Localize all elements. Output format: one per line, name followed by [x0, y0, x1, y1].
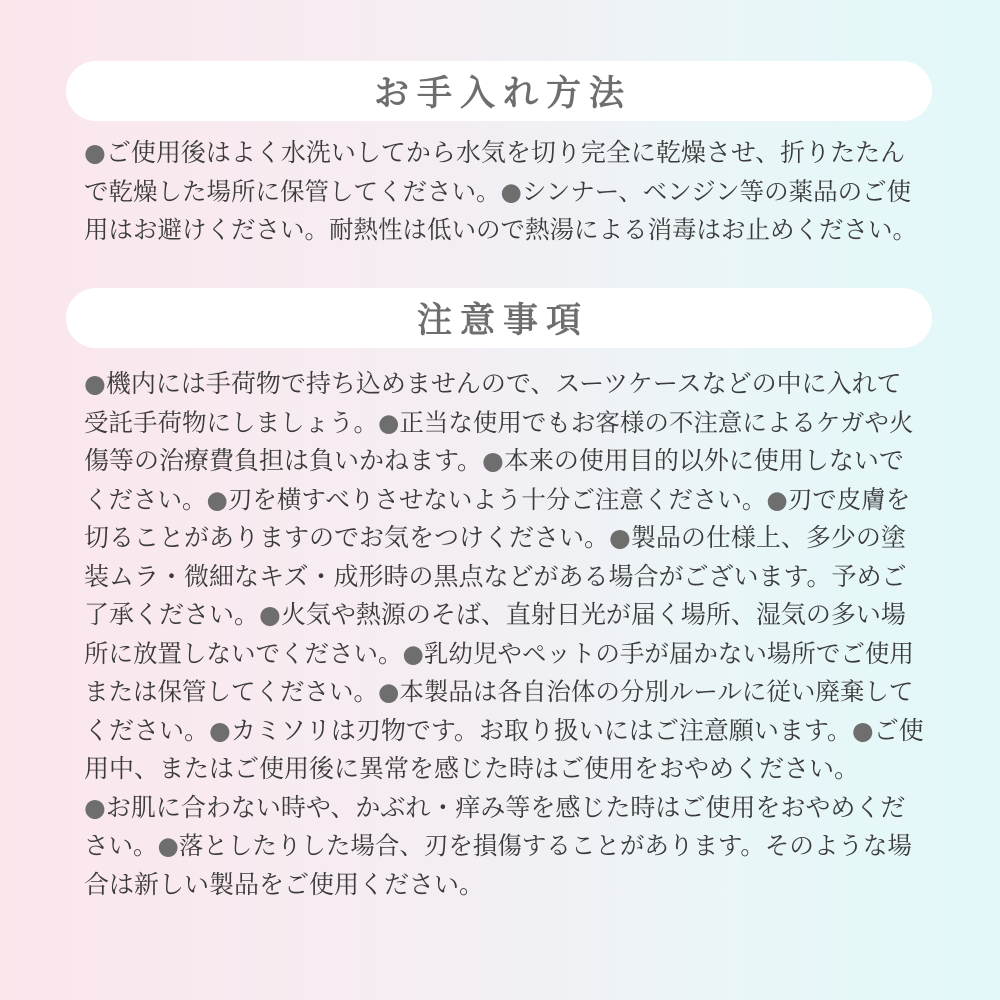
bullet-mark: ●	[209, 715, 231, 745]
care-text-line: ●ご使用後はよく水洗いしてから水気を切り完全に乾燥させ、折りたたん	[84, 138, 906, 167]
cautions-text-line: ●お肌に合わない時や、かぶれ・痒み等を感じた時はご使用をおやめくだ	[84, 792, 906, 822]
bullet-mark: ●	[259, 600, 281, 629]
bullet-mark: ●	[84, 369, 106, 398]
bullet-mark: ●	[378, 677, 400, 706]
cautions-text-line: 用中、またはご使用後に異常を感じた時はご使用をおやめください。	[84, 754, 860, 783]
cautions-text-line: または保管してください。●本製品は各自治体の分別ルールに従い廃棄して	[84, 677, 914, 706]
care-section-title: お手入れ方法	[373, 74, 632, 114]
bullet-mark: ●	[482, 446, 504, 475]
care-text-line: で乾燥した場所に保管してください。●シンナー、ベンジン等の薬品のご使	[84, 176, 912, 206]
bullet-mark: ●	[851, 715, 874, 745]
cautions-text-line: 装ムラ・微細なキズ・成形時の黒点などがある場合がございます。予めご	[84, 561, 907, 591]
cautions-section-title: 注意事項	[416, 301, 589, 341]
cautions-text-line: さい。●落としたりした場合、刃を損傷することがあります。そのような場	[84, 831, 912, 860]
bullet-mark: ●	[84, 792, 106, 822]
bullet-mark: ●	[84, 138, 106, 167]
cautions-text-line: ●機内には手荷物で持ち込めませんので、スーツケースなどの中に入れて	[84, 369, 902, 398]
bullet-mark: ●	[609, 523, 631, 552]
cautions-text-line: 切ることがありますのでお気をつけください。●製品の仕様上、多少の塗	[84, 523, 906, 552]
care-text-line: 用はお避けください。耐熱性は低いので熱湯による消毒はお止めください。	[84, 215, 917, 244]
cautions-text-line: ください。●カミソリは刃物です。お取り扱いにはご注意願います。●ご使	[84, 715, 924, 745]
care-section-header	[66, 61, 932, 121]
cautions-text-line: ください。●刃を横すべりさせないよう十分ご注意ください。●刃で皮膚を	[84, 484, 911, 514]
cautions-text-line: 受託手荷物にしましょう。●正当な使用でもお客様の不注意によるケガや火	[84, 407, 914, 437]
bullet-mark: ●	[402, 638, 424, 668]
cautions-text-line: 所に放置しないでください。●乳幼児やペットの手が届かない場所でご使用	[84, 638, 914, 668]
bullet-mark: ●	[378, 407, 400, 437]
cautions-text-line: 了承ください。●火気や熱源のそば、直射日光が届く場所、湿気の多い場	[84, 600, 906, 629]
cautions-text-line: 合は新しい製品をご使用ください。	[84, 869, 485, 899]
bullet-mark: ●	[206, 484, 228, 514]
cautions-text	[84, 365, 924, 904]
care-instructions-text	[84, 134, 924, 250]
bullet-mark: ●	[157, 831, 179, 860]
bullet-mark: ●	[766, 484, 788, 514]
bullet-mark: ●	[500, 176, 522, 206]
cautions-section-header	[66, 288, 932, 348]
cautions-text-line: 傷等の治療費負担は負いかねます。●本来の使用目的以外に使用しないで	[84, 446, 904, 475]
